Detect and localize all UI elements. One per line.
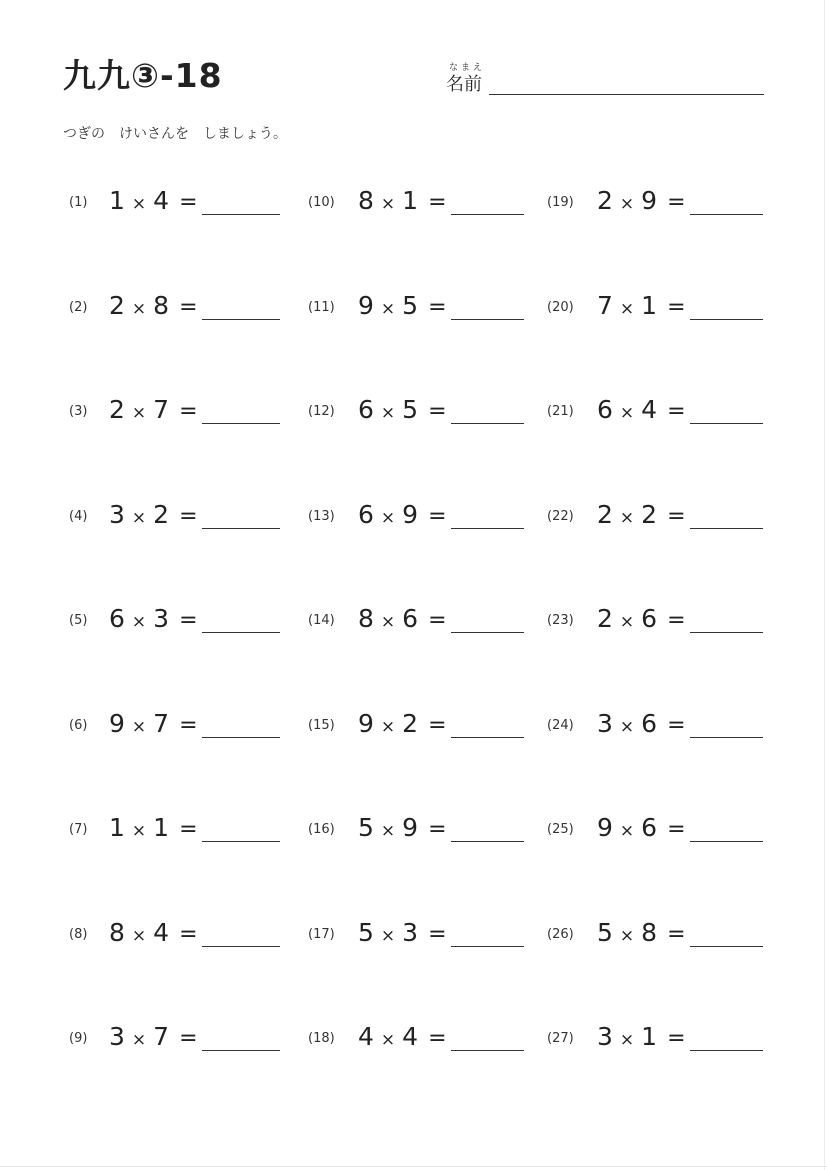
- equals-sign: =: [179, 921, 198, 947]
- answer-line[interactable]: [690, 1050, 763, 1051]
- problem-number: (23): [547, 613, 574, 628]
- operand-b: 2: [641, 499, 658, 529]
- problem-expression: [597, 916, 686, 953]
- operand-a: 9: [109, 708, 125, 738]
- times-sign: ×: [619, 298, 635, 319]
- problem-number: (4): [69, 508, 88, 524]
- problem-item: [308, 184, 548, 218]
- operand-a: 8: [109, 917, 125, 947]
- answer-line[interactable]: [202, 946, 280, 947]
- operand-b: 1: [641, 290, 658, 320]
- operand-a: 7: [597, 290, 613, 320]
- name-input-line[interactable]: [489, 94, 764, 95]
- operand-a: 2: [109, 290, 125, 320]
- times-sign: ×: [619, 1030, 635, 1050]
- problem-number: (12): [308, 404, 335, 419]
- equals-sign: =: [667, 503, 686, 529]
- problem-number: (17): [308, 926, 335, 942]
- equals-sign: =: [667, 399, 686, 424]
- times-sign: ×: [131, 507, 147, 528]
- problem-expression: [597, 602, 686, 639]
- times-sign: ×: [619, 612, 635, 632]
- name-label: 名前: [446, 74, 482, 95]
- operand-b: 1: [641, 1022, 658, 1051]
- equals-sign: =: [428, 921, 447, 947]
- equals-sign: =: [179, 712, 198, 738]
- problem-expression: [109, 184, 198, 221]
- problem-number: (19): [547, 195, 574, 210]
- problem-item: [69, 184, 309, 218]
- problem-item: [69, 602, 309, 636]
- operand-a: 6: [358, 395, 374, 424]
- problem-expression: [109, 498, 198, 535]
- equals-sign: =: [667, 712, 686, 738]
- answer-line[interactable]: [451, 423, 524, 424]
- equals-sign: =: [667, 608, 686, 633]
- answer-line[interactable]: [690, 946, 763, 947]
- operand-a: 8: [358, 604, 374, 633]
- equals-sign: =: [428, 503, 447, 529]
- times-sign: ×: [131, 298, 147, 319]
- problem-item: [547, 184, 787, 218]
- operand-b: 7: [153, 395, 170, 424]
- times-sign: ×: [131, 1030, 147, 1050]
- answer-line[interactable]: [202, 423, 280, 424]
- problem-number: (24): [547, 717, 574, 733]
- answer-line[interactable]: [202, 1050, 280, 1051]
- problem-item: [308, 289, 548, 323]
- operand-a: 5: [358, 917, 374, 947]
- name-field: [446, 60, 766, 100]
- operand-b: 1: [153, 813, 170, 842]
- operand-b: 4: [153, 917, 170, 947]
- operand-a: 2: [597, 186, 613, 215]
- answer-line[interactable]: [451, 528, 524, 529]
- times-sign: ×: [380, 194, 396, 214]
- problem-number: (16): [308, 822, 335, 837]
- problem-item: [547, 289, 787, 323]
- operand-b: 7: [153, 708, 170, 738]
- operand-b: 7: [153, 1022, 170, 1051]
- problem-expression: [109, 393, 198, 430]
- times-sign: ×: [131, 403, 147, 423]
- operand-b: 4: [402, 1022, 419, 1051]
- operand-b: 5: [402, 290, 419, 320]
- times-sign: ×: [131, 821, 147, 841]
- operand-b: 6: [402, 604, 419, 633]
- problem-expression: [597, 184, 686, 221]
- problem-number: (26): [547, 926, 574, 942]
- problem-number: (7): [69, 822, 88, 837]
- times-sign: ×: [131, 925, 147, 946]
- answer-line[interactable]: [451, 319, 524, 320]
- answer-line[interactable]: [202, 737, 280, 738]
- problem-expression: [358, 707, 447, 744]
- times-sign: ×: [380, 925, 396, 946]
- operand-b: 6: [641, 813, 658, 842]
- operand-a: 1: [109, 186, 125, 215]
- times-sign: ×: [619, 194, 635, 214]
- times-sign: ×: [380, 821, 396, 841]
- operand-b: 3: [402, 917, 419, 947]
- equals-sign: =: [179, 190, 198, 215]
- times-sign: ×: [619, 403, 635, 423]
- operand-b: 4: [641, 395, 658, 424]
- problem-number: (18): [308, 1031, 335, 1046]
- operand-a: 9: [358, 708, 374, 738]
- operand-b: 8: [641, 917, 658, 947]
- answer-line[interactable]: [202, 319, 280, 320]
- answer-line[interactable]: [690, 319, 763, 320]
- equals-sign: =: [428, 190, 447, 215]
- problem-expression: [109, 1020, 198, 1057]
- answer-line[interactable]: [451, 737, 524, 738]
- problem-expression: [358, 916, 447, 953]
- times-sign: ×: [131, 194, 147, 214]
- problem-expression: [109, 602, 198, 639]
- problem-expression: [597, 498, 686, 535]
- problem-number: (6): [69, 717, 88, 733]
- problem-expression: [358, 498, 447, 535]
- operand-b: 9: [402, 499, 419, 529]
- problem-number: (9): [69, 1031, 88, 1046]
- operand-b: 3: [153, 604, 170, 633]
- times-sign: ×: [619, 507, 635, 528]
- operand-a: 9: [597, 813, 613, 842]
- problem-expression: [109, 811, 198, 848]
- problem-expression: [358, 811, 447, 848]
- problem-expression: [597, 393, 686, 430]
- times-sign: ×: [619, 925, 635, 946]
- answer-line[interactable]: [690, 737, 763, 738]
- problem-number: (27): [547, 1031, 574, 1046]
- problem-item: [547, 916, 787, 950]
- operand-a: 3: [597, 708, 613, 738]
- equals-sign: =: [179, 608, 198, 633]
- times-sign: ×: [131, 612, 147, 632]
- problem-item: [308, 498, 548, 532]
- problem-item: [547, 602, 787, 636]
- problem-item: [547, 393, 787, 427]
- answer-line[interactable]: [451, 214, 524, 215]
- problem-expression: [597, 1020, 686, 1057]
- answer-line[interactable]: [690, 528, 763, 529]
- times-sign: ×: [380, 507, 396, 528]
- answer-line[interactable]: [690, 214, 763, 215]
- problem-expression: [358, 393, 447, 430]
- problem-item: [69, 498, 309, 532]
- operand-a: 5: [597, 917, 613, 947]
- worksheet-title: 九九③-18: [63, 56, 223, 95]
- times-sign: ×: [380, 298, 396, 319]
- operand-b: 4: [153, 186, 170, 215]
- instruction-text: つぎの けいさんを しましょう。: [63, 126, 287, 142]
- operand-a: 6: [597, 395, 613, 424]
- problem-number: (21): [547, 404, 574, 419]
- problem-item: [547, 707, 787, 741]
- equals-sign: =: [667, 817, 686, 842]
- problem-item: [69, 811, 309, 845]
- equals-sign: =: [428, 1026, 447, 1051]
- operand-a: 3: [109, 1022, 125, 1051]
- equals-sign: =: [667, 190, 686, 215]
- answer-line[interactable]: [451, 632, 524, 633]
- answer-line[interactable]: [690, 423, 763, 424]
- problem-expression: [109, 289, 198, 326]
- problem-item: [547, 1020, 787, 1054]
- operand-a: 6: [358, 499, 374, 529]
- problem-expression: [358, 1020, 447, 1057]
- problem-item: [69, 289, 309, 323]
- answer-line[interactable]: [202, 632, 280, 633]
- problem-item: [69, 707, 309, 741]
- problem-item: [69, 393, 309, 427]
- problem-item: [308, 602, 548, 636]
- times-sign: ×: [380, 716, 396, 737]
- page-bottom-edge: [0, 1166, 827, 1167]
- operand-a: 1: [109, 813, 125, 842]
- problem-number: (15): [308, 717, 335, 733]
- problem-number: (20): [547, 299, 574, 315]
- problem-item: [69, 916, 309, 950]
- operand-b: 9: [641, 186, 658, 215]
- answer-line[interactable]: [202, 528, 280, 529]
- problem-expression: [358, 184, 447, 221]
- times-sign: ×: [380, 1030, 396, 1050]
- equals-sign: =: [667, 294, 686, 320]
- problem-number: (3): [69, 404, 88, 419]
- problem-expression: [597, 811, 686, 848]
- problem-number: (8): [69, 926, 88, 942]
- problem-item: [308, 811, 548, 845]
- problem-expression: [358, 602, 447, 639]
- problem-number: (11): [308, 299, 335, 315]
- operand-a: 2: [109, 395, 125, 424]
- problem-number: (14): [308, 613, 335, 628]
- problem-expression: [358, 289, 447, 326]
- equals-sign: =: [179, 817, 198, 842]
- problem-expression: [109, 916, 198, 953]
- problem-item: [308, 707, 548, 741]
- equals-sign: =: [179, 399, 198, 424]
- operand-a: 2: [597, 499, 613, 529]
- answer-line[interactable]: [202, 841, 280, 842]
- operand-a: 4: [358, 1022, 374, 1051]
- equals-sign: =: [179, 503, 198, 529]
- answer-line[interactable]: [690, 841, 763, 842]
- problem-expression: [109, 707, 198, 744]
- problem-item: [547, 498, 787, 532]
- equals-sign: =: [667, 921, 686, 947]
- operand-b: 2: [402, 708, 419, 738]
- equals-sign: =: [428, 294, 447, 320]
- name-ruby: なまえ: [449, 63, 486, 73]
- page-right-edge: [824, 0, 825, 1170]
- problem-number: (5): [69, 613, 88, 628]
- problem-item: [308, 1020, 548, 1054]
- answer-line[interactable]: [451, 1050, 524, 1051]
- times-sign: ×: [131, 716, 147, 737]
- times-sign: ×: [619, 821, 635, 841]
- equals-sign: =: [179, 294, 198, 320]
- operand-a: 2: [597, 604, 613, 633]
- times-sign: ×: [380, 612, 396, 632]
- operand-a: 3: [597, 1022, 613, 1051]
- operand-b: 1: [402, 186, 419, 215]
- operand-a: 5: [358, 813, 374, 842]
- problem-number: (22): [547, 508, 574, 524]
- problem-number: (1): [69, 195, 88, 210]
- equals-sign: =: [428, 608, 447, 633]
- equals-sign: =: [179, 1026, 198, 1051]
- problem-number: (25): [547, 822, 574, 837]
- answer-line[interactable]: [451, 841, 524, 842]
- operand-a: 8: [358, 186, 374, 215]
- problem-item: [308, 393, 548, 427]
- problem-expression: [597, 707, 686, 744]
- answer-line[interactable]: [451, 946, 524, 947]
- equals-sign: =: [428, 712, 447, 738]
- times-sign: ×: [619, 716, 635, 737]
- operand-b: 6: [641, 708, 658, 738]
- operand-a: 6: [109, 604, 125, 633]
- problem-item: [547, 811, 787, 845]
- equals-sign: =: [667, 1026, 686, 1051]
- operand-b: 2: [153, 499, 170, 529]
- problem-number: (2): [69, 299, 88, 315]
- problem-number: (10): [308, 195, 335, 210]
- times-sign: ×: [380, 403, 396, 423]
- problem-number: (13): [308, 508, 335, 524]
- operand-b: 8: [153, 290, 170, 320]
- answer-line[interactable]: [202, 214, 280, 215]
- equals-sign: =: [428, 399, 447, 424]
- answer-line[interactable]: [690, 632, 763, 633]
- problem-item: [69, 1020, 309, 1054]
- operand-a: 9: [358, 290, 374, 320]
- operand-b: 5: [402, 395, 419, 424]
- problem-item: [308, 916, 548, 950]
- operand-b: 6: [641, 604, 658, 633]
- problem-expression: [597, 289, 686, 326]
- operand-b: 9: [402, 813, 419, 842]
- operand-a: 3: [109, 499, 125, 529]
- equals-sign: =: [428, 817, 447, 842]
